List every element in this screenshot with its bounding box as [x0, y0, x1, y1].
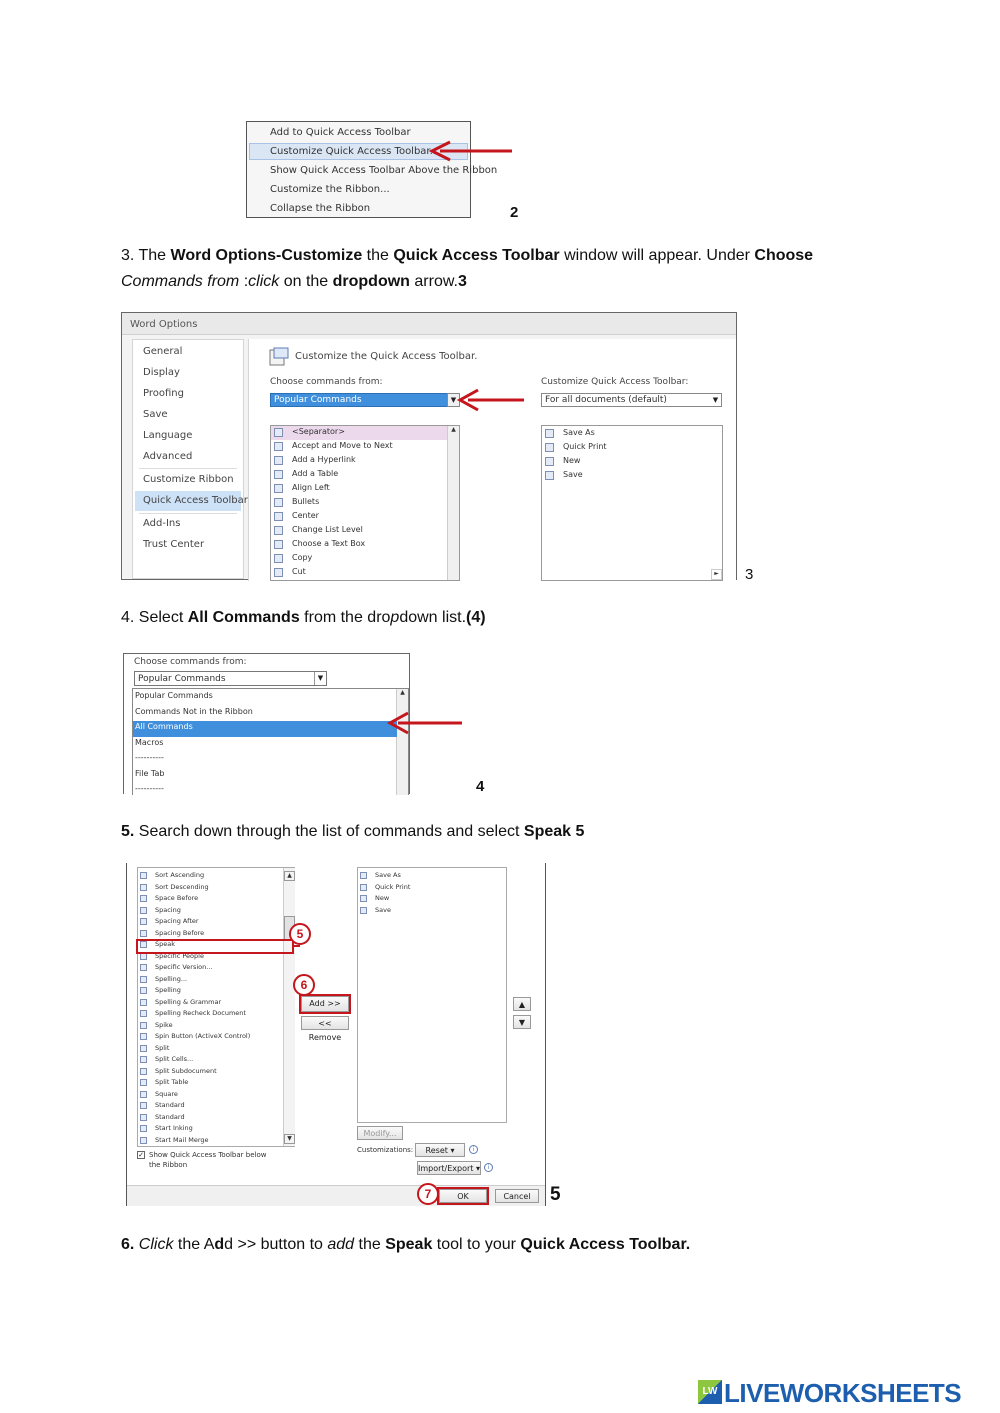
option-row[interactable] — [133, 721, 397, 737]
nav-general[interactable]: General — [143, 346, 183, 357]
command-row[interactable] — [138, 1043, 282, 1055]
nav-save[interactable]: Save — [143, 409, 168, 420]
command-row[interactable] — [138, 997, 282, 1009]
command-row[interactable] — [138, 1020, 282, 1032]
nav-language[interactable]: Language — [143, 430, 193, 441]
word-options-screenshot — [121, 312, 737, 580]
cancel-button[interactable]: Cancel — [495, 1189, 539, 1203]
command-row[interactable] — [271, 510, 447, 524]
command-icon — [274, 568, 283, 577]
row-label: Standard — [155, 1112, 185, 1121]
info-icon: i — [469, 1145, 478, 1154]
command-row[interactable] — [271, 482, 447, 496]
command-row[interactable] — [271, 426, 447, 440]
row-label: Spacing Before — [155, 928, 205, 937]
command-icon — [274, 512, 283, 521]
modify-button[interactable]: Modify... — [357, 1126, 403, 1140]
move-down-button[interactable]: ▼ — [513, 1015, 531, 1029]
command-icon — [274, 456, 283, 465]
toolbar-items-list[interactable] — [541, 425, 723, 581]
command-row[interactable] — [138, 1123, 282, 1135]
nav-add-ins[interactable]: Add-Ins — [143, 518, 181, 529]
command-icon — [545, 429, 554, 438]
dropdown-list-screenshot — [123, 653, 410, 794]
command-icon — [140, 1125, 147, 1132]
command-icon — [140, 895, 147, 902]
red-arrow-icon — [428, 140, 514, 162]
command-row[interactable] — [138, 1031, 282, 1043]
row-label: ---------- — [135, 753, 164, 762]
command-icon — [274, 540, 283, 549]
command-icon — [360, 895, 367, 902]
all-commands-screenshot — [126, 863, 546, 1206]
step-number-4: 4 — [476, 778, 485, 795]
row-label: Commands Not in the Ribbon — [135, 706, 253, 716]
red-arrow-icon — [386, 711, 464, 735]
row-label: Accept and Move to Next — [292, 441, 393, 450]
row-label: Spelling Recheck Document — [155, 1009, 246, 1017]
row-label: Bullets — [292, 497, 320, 506]
qat-heading-icon — [269, 347, 289, 367]
row-label: Center — [292, 511, 319, 520]
row-label: Square — [155, 1089, 178, 1098]
toolbar-row[interactable] — [358, 893, 506, 905]
command-icon — [140, 1068, 147, 1075]
row-label: Save As — [563, 428, 595, 437]
command-icon — [140, 884, 147, 891]
command-icon — [140, 1033, 147, 1040]
red-arrow-icon — [456, 388, 526, 412]
context-menu-screenshot — [246, 121, 498, 218]
marker-6: 6 — [293, 974, 315, 996]
show-below-label: Show Quick Access Toolbar below the Ribbon — [149, 1151, 267, 1169]
command-row[interactable] — [138, 1008, 282, 1020]
options-list[interactable] — [132, 688, 409, 795]
command-icon — [140, 1137, 147, 1144]
options-nav — [132, 339, 248, 579]
command-row[interactable] — [138, 985, 282, 997]
command-icon — [274, 470, 283, 479]
command-icon — [140, 1091, 147, 1098]
command-icon — [140, 1010, 147, 1017]
command-icon — [274, 526, 283, 535]
toolbar-items-list[interactable] — [357, 867, 507, 1123]
command-row[interactable] — [271, 566, 447, 580]
command-icon — [140, 1022, 147, 1029]
step-3-text: 3. The Word Options-Customize the Quick Access Toolbar window will appear. Under Choose Commands from :click on the dropdown arrow.3 — [121, 247, 814, 290]
step-number-3: 3 — [745, 566, 754, 583]
toolbar-row[interactable] — [542, 469, 710, 483]
remove-button[interactable]: << Remove — [301, 1016, 349, 1030]
row-label: Specific Version... — [155, 963, 213, 971]
menu-item-customize-ribbon[interactable]: Customize the Ribbon... — [270, 184, 390, 195]
row-label: Spin Button (ActiveX Control) — [155, 1032, 251, 1040]
toolbar-row[interactable] — [542, 455, 710, 469]
row-label: Spelling & Grammar — [155, 997, 222, 1006]
row-label: Add a Table — [292, 469, 339, 478]
ok-button[interactable]: OK — [439, 1189, 487, 1203]
row-label: Spelling — [155, 986, 181, 994]
row-label: Save — [375, 905, 391, 914]
command-icon — [140, 1114, 147, 1121]
toolbar-row[interactable] — [358, 905, 506, 917]
list-scrollbar[interactable] — [447, 426, 459, 580]
customize-qat-label: Customize Quick Access Toolbar: — [541, 377, 689, 387]
row-label: <Separator> — [292, 427, 345, 436]
toolbar-row[interactable] — [358, 870, 506, 882]
row-label: ---------- — [135, 784, 164, 793]
scroll-up-icon[interactable]: ▲ — [400, 689, 405, 696]
choose-commands-label: Choose commands from: — [270, 377, 383, 387]
command-icon — [140, 1045, 147, 1052]
row-label: Popular Commands — [135, 691, 213, 700]
step-number-5: 5 — [550, 1184, 561, 1205]
command-icon — [545, 471, 554, 480]
word-options-titlebar — [122, 313, 736, 335]
chevron-down-icon[interactable]: ▼ — [314, 672, 326, 685]
choose-commands-dropdown[interactable] — [270, 393, 460, 407]
row-label: Cut — [292, 567, 306, 576]
command-row[interactable] — [138, 905, 282, 917]
customize-qat-dropdown[interactable] — [541, 393, 722, 407]
show-below-checkbox[interactable]: ✓ — [138, 1151, 144, 1159]
command-icon — [140, 976, 147, 983]
command-row[interactable] — [271, 454, 447, 468]
command-icon — [140, 1056, 147, 1063]
choose-commands-label: Choose commands from: — [134, 657, 247, 667]
command-row[interactable] — [138, 928, 282, 940]
command-row[interactable] — [138, 1066, 282, 1078]
info-icon: i — [484, 1163, 493, 1172]
nav-divider — [139, 513, 237, 514]
command-icon — [140, 987, 147, 994]
row-label: Split — [155, 1043, 170, 1052]
command-row[interactable] — [138, 974, 282, 986]
row-label: Split Cells... — [155, 1055, 194, 1063]
command-row[interactable] — [138, 882, 282, 894]
option-row[interactable] — [133, 690, 397, 706]
commands-list[interactable] — [137, 867, 295, 1147]
row-label: Copy — [292, 553, 313, 562]
command-row[interactable] — [271, 538, 447, 552]
choose-commands-value: Popular Commands — [274, 395, 362, 405]
row-label: Split Subdocument — [155, 1066, 217, 1075]
customize-qat-value: For all documents (default) — [545, 395, 667, 405]
command-icon — [274, 442, 283, 451]
toolbar-row[interactable] — [358, 882, 506, 894]
step-6-text: 6. Click the Add >> button to add the Speak tool to your Quick Access Toolbar. — [121, 1236, 691, 1253]
command-row[interactable] — [271, 468, 447, 482]
menu-item-customize-qat[interactable]: Customize Quick Access Toolbar... — [270, 146, 440, 157]
qat-heading: Customize the Quick Access Toolbar. — [295, 351, 478, 362]
row-label: Spacing — [155, 905, 181, 914]
chevron-down-icon[interactable]: ▼ — [712, 396, 719, 404]
ok-highlight-box — [437, 1187, 489, 1205]
row-label: Start Inking — [155, 1124, 193, 1132]
customizations-label: Customizations: — [357, 1146, 414, 1154]
command-icon — [274, 484, 283, 493]
command-icon — [140, 872, 147, 879]
row-label: Save As — [375, 871, 401, 879]
scroll-up-icon[interactable]: ▲ — [284, 871, 295, 881]
commands-list[interactable] — [270, 425, 460, 581]
row-label: Quick Print — [375, 882, 411, 891]
row-label: Space Before — [155, 894, 199, 902]
command-icon — [274, 428, 283, 437]
command-icon — [140, 918, 147, 925]
row-label: All Commands — [135, 722, 193, 731]
command-icon — [360, 907, 367, 914]
option-row[interactable] — [133, 768, 397, 784]
nav-proofing[interactable]: Proofing — [143, 388, 184, 399]
command-icon — [140, 964, 147, 971]
command-icon — [545, 443, 554, 452]
scroll-down-icon[interactable]: ▼ — [284, 1134, 295, 1144]
step-4-text: 4. Select All Commands from the dropdown list.(4) — [121, 609, 486, 626]
option-row[interactable] — [133, 737, 397, 753]
row-label: Sort Descending — [155, 882, 209, 891]
row-label: Align Left — [292, 483, 330, 492]
step-5-text: 5. Search down through the list of commands and select Speak 5 — [121, 823, 585, 840]
marker-5: 5 — [289, 923, 311, 945]
option-row[interactable] — [133, 783, 397, 799]
step-number-2: 2 — [510, 204, 519, 221]
command-row[interactable] — [138, 1100, 282, 1112]
liveworksheets-logo — [698, 1378, 994, 1408]
logo-text: LIVEWORKSHEETS — [724, 1378, 962, 1408]
row-label: Save — [563, 470, 583, 479]
command-row[interactable] — [138, 1077, 282, 1089]
options-content — [248, 339, 736, 581]
command-icon — [545, 457, 554, 466]
row-label: Start Mail Merge — [155, 1135, 209, 1144]
row-label: Sort Ascending — [155, 871, 205, 879]
choose-commands-value: Popular Commands — [138, 674, 226, 684]
toolbar-row[interactable] — [542, 441, 710, 455]
move-up-button[interactable]: ▲ — [513, 997, 531, 1011]
command-icon — [140, 1079, 147, 1086]
toolbar-row[interactable] — [542, 427, 710, 441]
row-label: Spelling... — [155, 974, 188, 983]
command-row[interactable] — [138, 893, 282, 905]
nav-advanced[interactable]: Advanced — [143, 451, 193, 462]
row-label: File Tab — [135, 768, 165, 778]
speak-connector-line — [294, 945, 300, 947]
import-export-button[interactable]: Import/Export ▾ — [417, 1161, 481, 1175]
command-row[interactable] — [138, 870, 282, 882]
command-row[interactable] — [271, 552, 447, 566]
row-label: New — [563, 456, 581, 465]
nav-customize-ribbon[interactable]: Customize Ribbon — [143, 474, 234, 485]
command-icon — [274, 554, 283, 563]
command-row[interactable] — [271, 496, 447, 510]
nav-display[interactable]: Display — [143, 367, 180, 378]
scroll-right-icon[interactable]: ► — [711, 569, 722, 580]
row-label: New — [375, 894, 390, 902]
command-row[interactable] — [138, 1054, 282, 1066]
row-label: Change List Level — [292, 525, 363, 534]
dropdown-arrow-icon[interactable]: ▼ — [447, 393, 460, 407]
logo-badge-icon: LW — [698, 1380, 722, 1404]
row-label: Standard — [155, 1101, 185, 1109]
row-label: Macros — [135, 737, 164, 747]
list-scrollbar[interactable] — [283, 868, 295, 1146]
command-row[interactable] — [138, 1089, 282, 1101]
command-row[interactable] — [138, 916, 282, 928]
nav-quick-access-toolbar[interactable]: Quick Access Toolbar — [143, 495, 248, 506]
row-label: Speak — [155, 940, 175, 948]
command-icon — [360, 872, 367, 879]
row-label: Spike — [155, 1020, 173, 1029]
row-label: Add a Hyperlink — [292, 455, 356, 464]
nav-trust-center[interactable]: Trust Center — [143, 539, 205, 550]
menu-item-collapse-ribbon[interactable]: Collapse the Ribbon — [270, 203, 371, 214]
row-label: Choose a Text Box — [292, 539, 366, 548]
menu-item-show-qat-above[interactable]: Show Quick Access Toolbar Above the Ribbon — [270, 165, 498, 176]
row-label: Split Table — [155, 1078, 189, 1086]
reset-button[interactable]: Reset ▾ — [415, 1143, 465, 1157]
list-scrollbar[interactable] — [396, 689, 408, 795]
choose-commands-dropdown[interactable] — [134, 671, 327, 686]
marker-7: 7 — [417, 1183, 439, 1205]
window-title: Word Options — [130, 319, 198, 330]
command-icon — [274, 498, 283, 507]
option-row[interactable] — [133, 706, 397, 722]
row-label: Specific People — [155, 951, 204, 960]
scroll-up-icon[interactable]: ▲ — [451, 426, 456, 433]
row-label: Spacing After — [155, 917, 199, 925]
command-icon — [140, 930, 147, 937]
command-icon — [140, 1102, 147, 1109]
command-row[interactable] — [138, 1135, 282, 1147]
speak-highlight-box — [136, 939, 294, 954]
command-icon — [140, 907, 147, 914]
menu-item-add-to-qat[interactable]: Add to Quick Access Toolbar — [270, 127, 411, 138]
command-row[interactable] — [138, 1112, 282, 1124]
add-button[interactable]: Add >> — [301, 996, 349, 1012]
option-row[interactable] — [133, 752, 397, 768]
row-label: Quick Print — [563, 442, 607, 451]
add-highlight-box — [299, 994, 351, 1014]
command-row[interactable] — [138, 962, 282, 974]
nav-divider — [139, 468, 237, 469]
command-icon — [140, 999, 147, 1006]
command-row[interactable] — [271, 524, 447, 538]
command-icon — [360, 884, 367, 891]
command-row[interactable] — [271, 440, 447, 454]
